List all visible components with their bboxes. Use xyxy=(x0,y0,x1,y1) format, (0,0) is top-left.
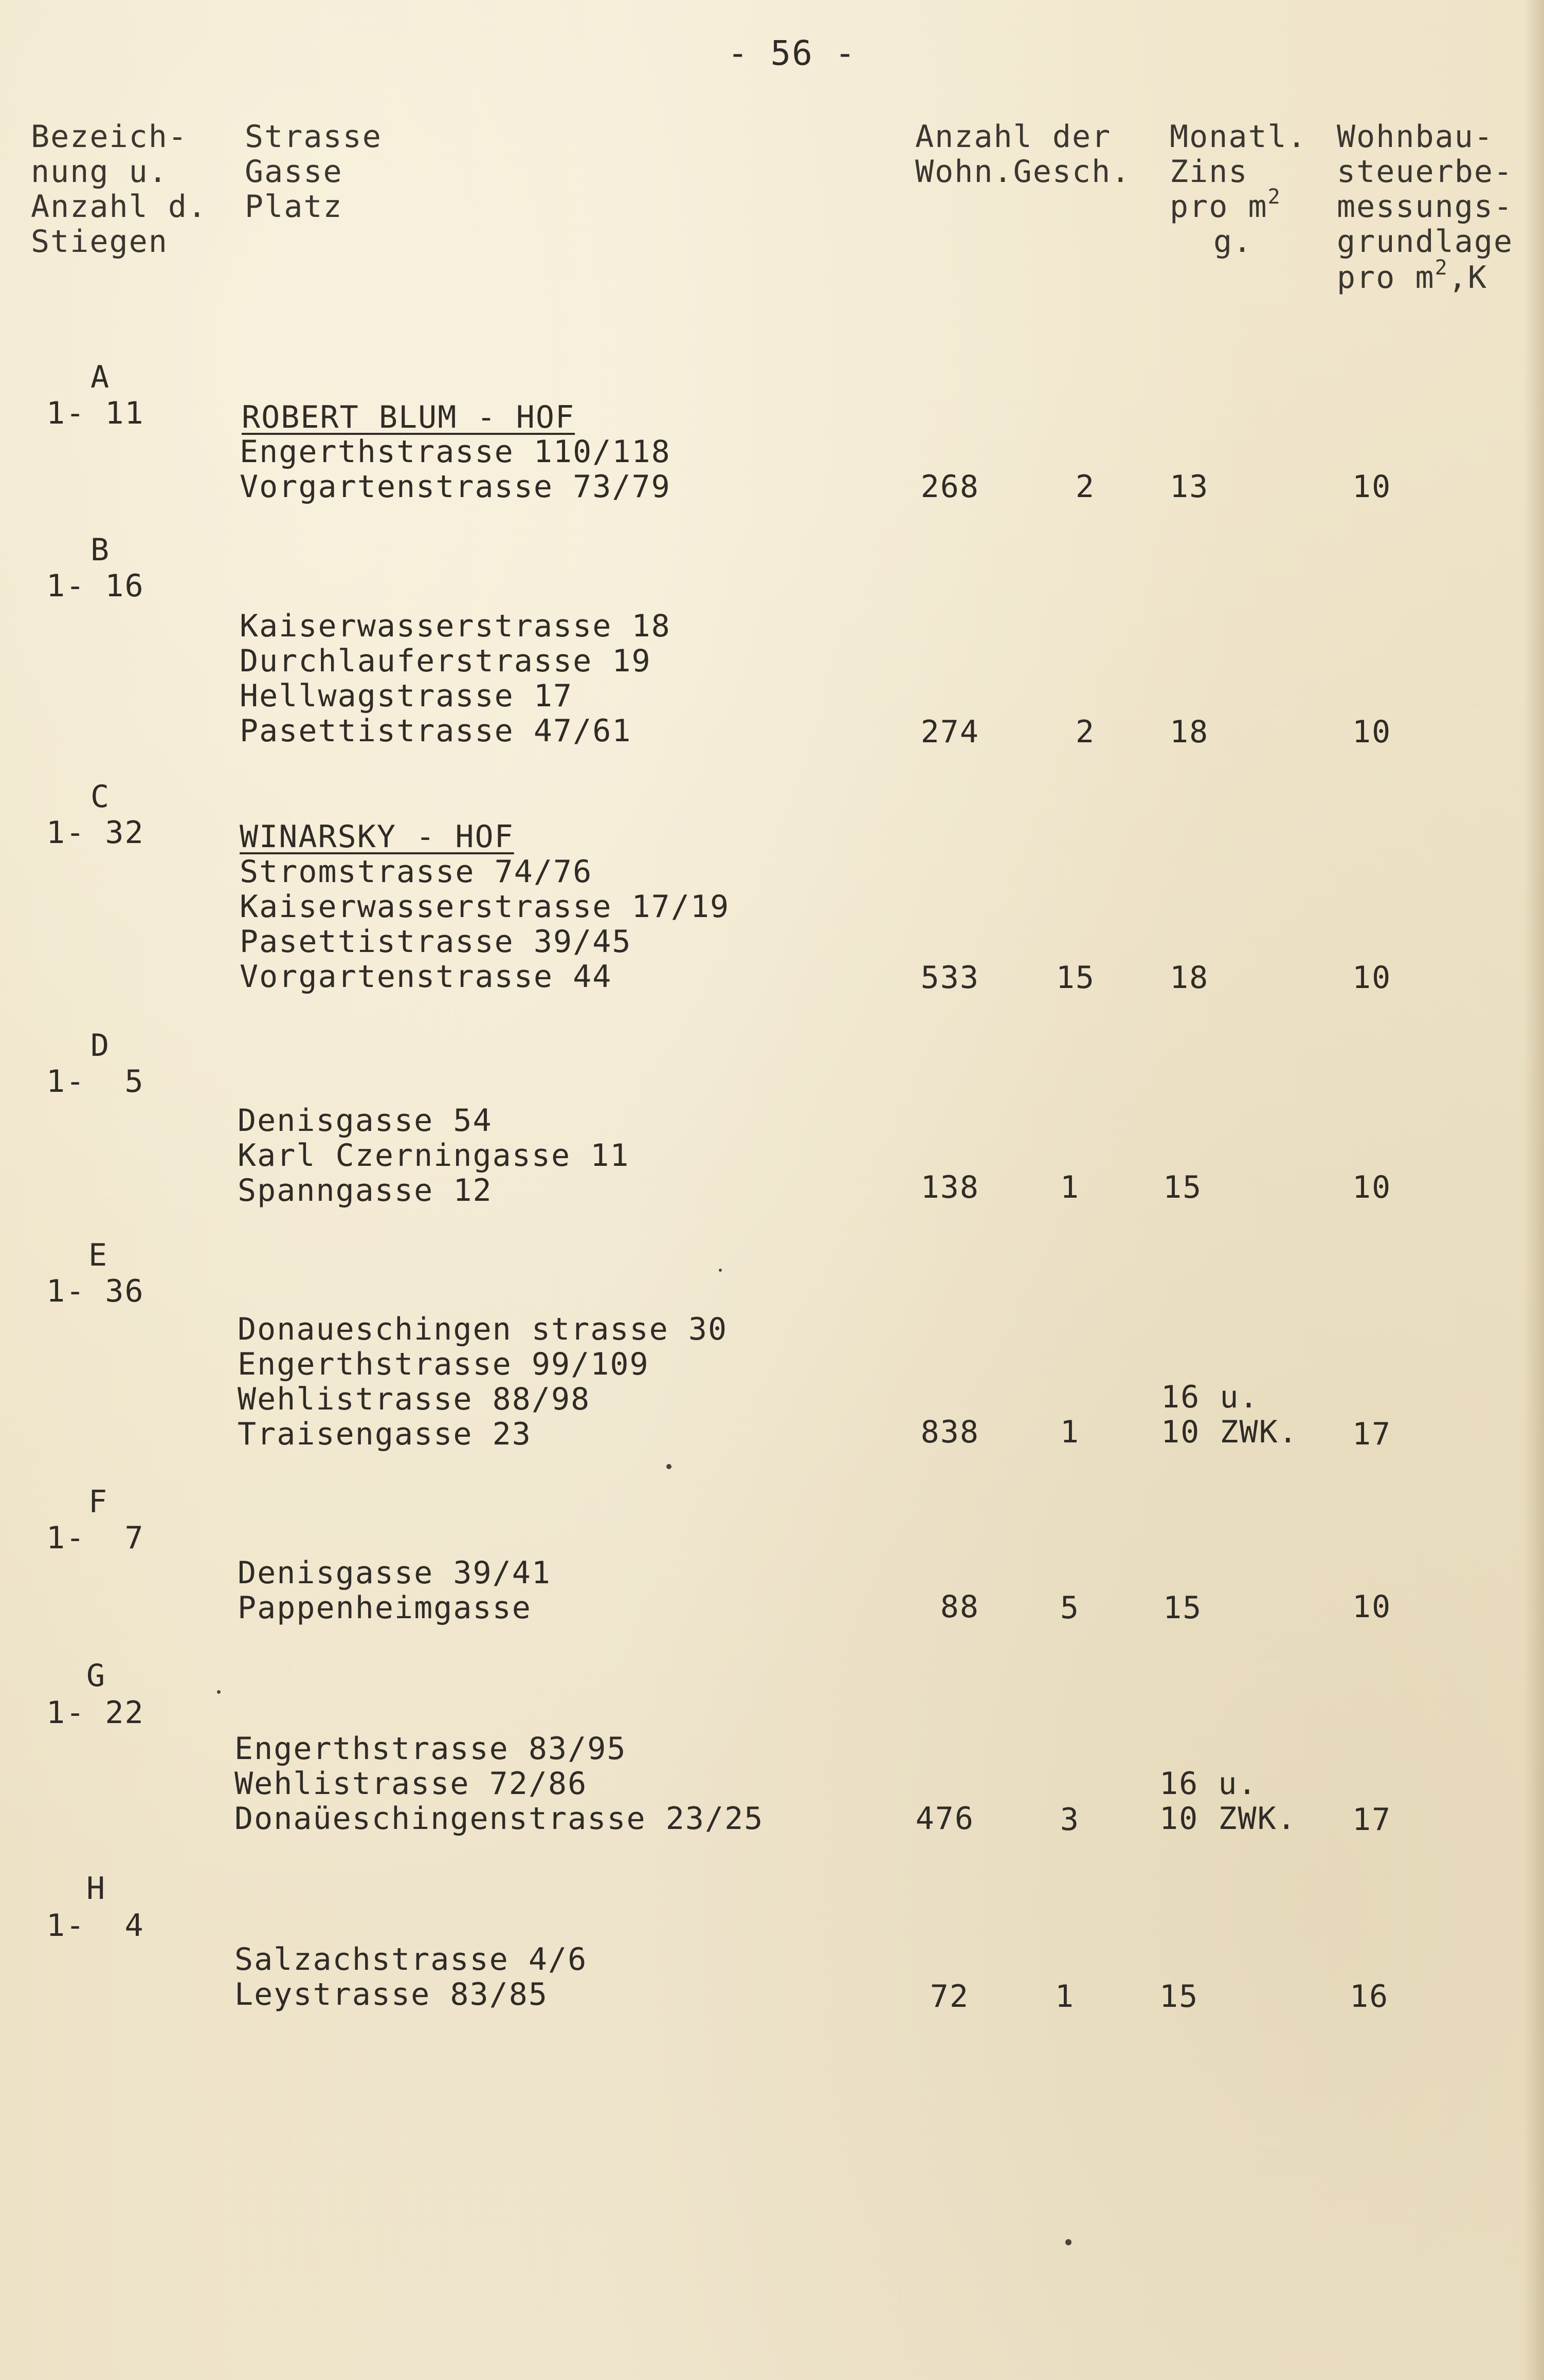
row-c-hof-name: WINARSKY - HOF xyxy=(240,819,514,855)
row-b-street-4: Pasettistrasse 47/61 xyxy=(240,713,632,749)
row-e-street-4: Traisengasse 23 xyxy=(238,1416,532,1452)
row-h-range: 1- 4 xyxy=(46,1908,144,1944)
row-a-letter: A xyxy=(90,359,111,395)
header-col5-unit: ,K xyxy=(1448,260,1487,296)
row-b-street-1: Kaiserwasserstrasse 18 xyxy=(240,608,671,644)
row-h-gesch: 1 xyxy=(1055,1979,1075,2015)
row-a-zins: 13 xyxy=(1170,469,1209,505)
row-e-zins-line2: 10 ZWK. xyxy=(1161,1414,1298,1450)
header-col4-superscript: 2 xyxy=(1267,185,1281,209)
row-d-zins: 15 xyxy=(1163,1169,1203,1205)
row-g-street-1: Engerthstrasse 83/95 xyxy=(234,1731,627,1767)
row-d-street-1: Denisgasse 54 xyxy=(238,1103,493,1139)
row-h-letter: H xyxy=(86,1871,106,1907)
header-col5-pro-m: pro m xyxy=(1337,260,1435,296)
header-col4-line1: Monatl. xyxy=(1170,119,1307,155)
header-col4-pro-m: pro m xyxy=(1170,189,1268,225)
row-c-street-4: Vorgartenstrasse 44 xyxy=(240,959,612,995)
row-c-street-1: Stromstrasse 74/76 xyxy=(240,854,593,890)
row-c-grundlage: 10 xyxy=(1352,960,1392,996)
row-b-letter: B xyxy=(90,532,111,568)
header-col2-line2: Gasse xyxy=(245,154,343,190)
ink-speck xyxy=(1065,2239,1071,2245)
row-g-grundlage: 17 xyxy=(1352,1802,1392,1838)
row-e-street-3: Wehlistrasse 88/98 xyxy=(238,1381,591,1417)
header-col4-line3 xyxy=(1170,185,1281,228)
row-b-gesch: 2 xyxy=(1075,714,1095,750)
row-e-street-2: Engerthstrasse 99/109 xyxy=(238,1346,649,1382)
row-d-letter: D xyxy=(90,1028,111,1064)
header-col3-line2: Wohn.Gesch. xyxy=(915,154,1131,190)
row-e-range: 1- 36 xyxy=(46,1273,144,1309)
header-col1-line4: Stiegen xyxy=(31,224,168,260)
row-c-zins: 18 xyxy=(1170,960,1209,996)
row-a-street-1: Engerthstrasse 110/118 xyxy=(240,434,671,470)
header-col5-superscript: 2 xyxy=(1434,256,1448,280)
row-g-zins-line1: 16 u. xyxy=(1159,1766,1258,1802)
row-g-zins-line2: 10 ZWK. xyxy=(1159,1801,1297,1837)
row-e-letter: E xyxy=(88,1237,108,1273)
header-col4-line5: g. xyxy=(1213,224,1253,260)
row-g-letter: G xyxy=(86,1658,106,1694)
row-e-anzahl: 838 xyxy=(920,1414,979,1450)
header-col1-line2: nung u. xyxy=(31,154,168,190)
header-col2-line1: Strasse xyxy=(245,119,382,155)
row-d-anzahl: 138 xyxy=(920,1169,979,1205)
row-h-zins: 15 xyxy=(1159,1979,1199,2015)
row-f-range: 1- 7 xyxy=(46,1520,144,1556)
row-g-anzahl: 476 xyxy=(915,1801,974,1837)
row-a-grundlage: 10 xyxy=(1352,469,1392,505)
header-col1-line1: Bezeich- xyxy=(31,119,188,155)
row-f-letter: F xyxy=(88,1484,108,1520)
row-f-street-2: Pappenheimgasse xyxy=(238,1590,532,1626)
row-e-gesch: 1 xyxy=(1060,1414,1080,1450)
row-e-zins-line1: 16 u. xyxy=(1161,1379,1259,1415)
row-b-range: 1- 16 xyxy=(46,568,144,604)
header-col1-line3: Anzahl d. xyxy=(31,189,208,225)
row-a-street-2: Vorgartenstrasse 73/79 xyxy=(240,469,671,505)
row-f-street-1: Denisgasse 39/41 xyxy=(238,1555,551,1591)
page-edge-shadow xyxy=(1523,0,1544,2380)
row-b-street-3: Hellwagstrasse 17 xyxy=(240,678,573,714)
header-col5-line2: steuerbe- xyxy=(1337,154,1514,190)
row-d-grundlage: 10 xyxy=(1352,1169,1392,1205)
row-g-street-2: Wehlistrasse 72/86 xyxy=(234,1766,588,1802)
row-f-gesch: 5 xyxy=(1060,1590,1080,1626)
header-col4-line2: Zins xyxy=(1170,154,1248,190)
row-h-grundlage: 16 xyxy=(1350,1979,1389,2015)
header-col5-line1: Wohnbau- xyxy=(1337,119,1494,155)
ink-speck xyxy=(719,1269,722,1272)
row-g-range: 1- 22 xyxy=(46,1695,144,1731)
row-b-street-2: Durchlauferstrasse 19 xyxy=(240,643,651,679)
row-h-street-2: Leystrasse 83/85 xyxy=(234,1976,548,2012)
ink-speck xyxy=(217,1690,221,1694)
row-c-range: 1- 32 xyxy=(46,815,144,851)
row-d-gesch: 1 xyxy=(1060,1169,1080,1205)
row-f-zins: 15 xyxy=(1163,1590,1203,1626)
row-c-street-2: Kaiserwasserstrasse 17/19 xyxy=(240,889,730,925)
page-number: - 56 - xyxy=(728,33,857,73)
row-g-gesch: 3 xyxy=(1060,1802,1080,1838)
row-c-anzahl: 533 xyxy=(920,960,979,996)
row-f-grundlage: 10 xyxy=(1352,1589,1392,1625)
row-e-street-1: Donaueschingen strasse 30 xyxy=(238,1311,728,1347)
row-a-anzahl: 268 xyxy=(920,469,979,505)
row-b-grundlage: 10 xyxy=(1352,714,1392,750)
row-c-street-3: Pasettistrasse 39/45 xyxy=(240,924,632,960)
row-d-street-2: Karl Czerningasse 11 xyxy=(238,1138,630,1174)
header-col5-line4: grundlage xyxy=(1337,224,1514,260)
row-a-hof-name: ROBERT BLUM - HOF xyxy=(242,399,575,435)
row-h-street-1: Salzachstrasse 4/6 xyxy=(234,1942,588,1978)
row-a-range: 1- 11 xyxy=(46,395,144,431)
row-d-street-3: Spanngasse 12 xyxy=(238,1173,493,1209)
row-c-gesch: 15 xyxy=(1056,960,1095,996)
row-f-anzahl: 88 xyxy=(940,1589,979,1625)
header-col5-line5 xyxy=(1337,256,1487,299)
header-col3-line1: Anzahl der xyxy=(915,119,1112,155)
row-d-range: 1- 5 xyxy=(46,1064,144,1100)
header-col2-line3: Platz xyxy=(245,189,343,225)
row-g-street-3: Donaüeschingenstrasse 23/25 xyxy=(234,1801,764,1837)
row-h-anzahl: 72 xyxy=(930,1979,969,2015)
row-c-letter: C xyxy=(90,779,111,815)
ink-speck xyxy=(666,1464,671,1469)
row-e-grundlage: 17 xyxy=(1352,1416,1392,1452)
header-col5-line3: messungs- xyxy=(1337,189,1514,225)
row-a-gesch: 2 xyxy=(1075,469,1095,505)
row-b-anzahl: 274 xyxy=(920,714,979,750)
row-b-zins: 18 xyxy=(1170,714,1209,750)
